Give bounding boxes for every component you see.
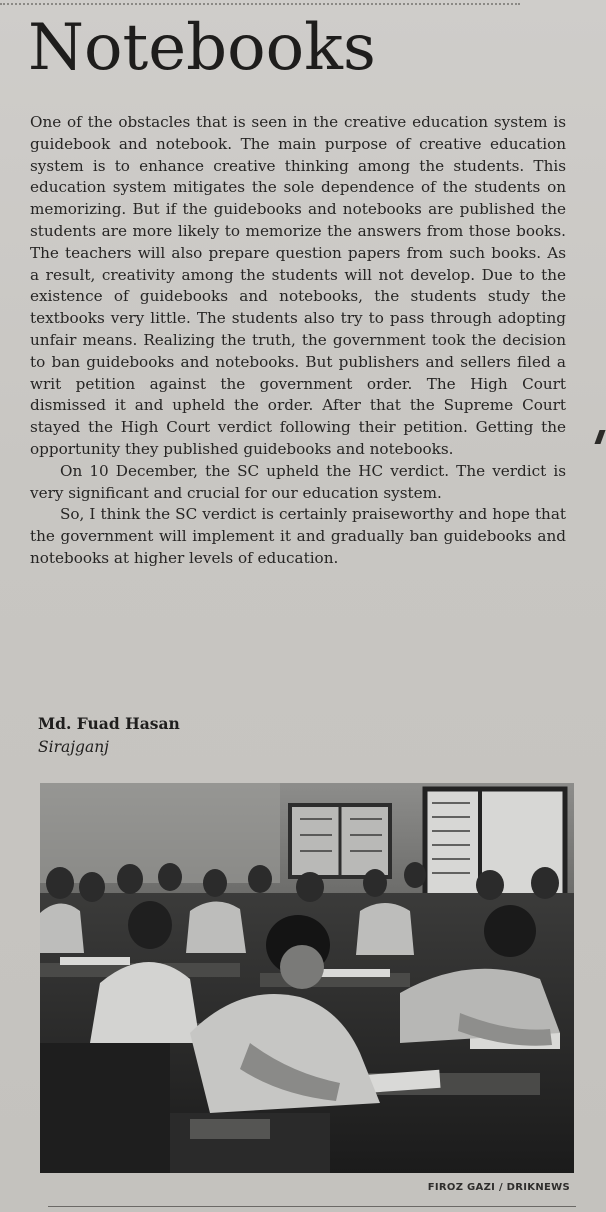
top-dotted-rule (0, 3, 520, 5)
author-name: Md. Fuad Hasan (38, 714, 180, 733)
article-body (30, 112, 566, 570)
bottom-rule (48, 1206, 576, 1207)
author-location: Sirajganj (38, 738, 109, 756)
classroom-illustration (40, 783, 574, 1173)
paragraph-3: So, I think the SC verdict is certainly praiseworthy and hope that the government will implement it and gradually ban guidebooks and notebooks at higher levels of education. (30, 505, 566, 567)
article-title: Notebooks (28, 11, 376, 85)
classroom-exam-photo (40, 783, 574, 1173)
paragraph-1: One of the obstacles that is seen in the creative education system is guidebook and notebook. The main purpose of creative education system is to enhance creative thinking among the students. This education system mitigates the sole dependence of the students on memorizing. But if the guidebooks and notebooks are published the students are more likely to memorize the answers from those books. The teachers will also prepare question papers from such books. As a result, creativity among the students will not develop. Due to the existence of guidebooks and notebooks, the students study the textbooks very little. The students also try to pass through adopting unfair means. Realizing the truth, the government took the decision to ban guidebooks and notebooks. But publishers and sellers filed a writ petition against the government order. The High Court dismissed it and upheld the order. After that the Supreme Court stayed the High Court verdict following their petition. Getting the opportunity they published guidebooks and notebooks. (30, 113, 566, 458)
photo-credit: FIROZ GAZI / DRIKNEWS (427, 1182, 570, 1193)
edge-ink-mark (594, 430, 605, 444)
paragraph-2: On 10 December, the SC upheld the HC verdict. The verdict is very significant and crucial for our education system. (30, 461, 566, 502)
